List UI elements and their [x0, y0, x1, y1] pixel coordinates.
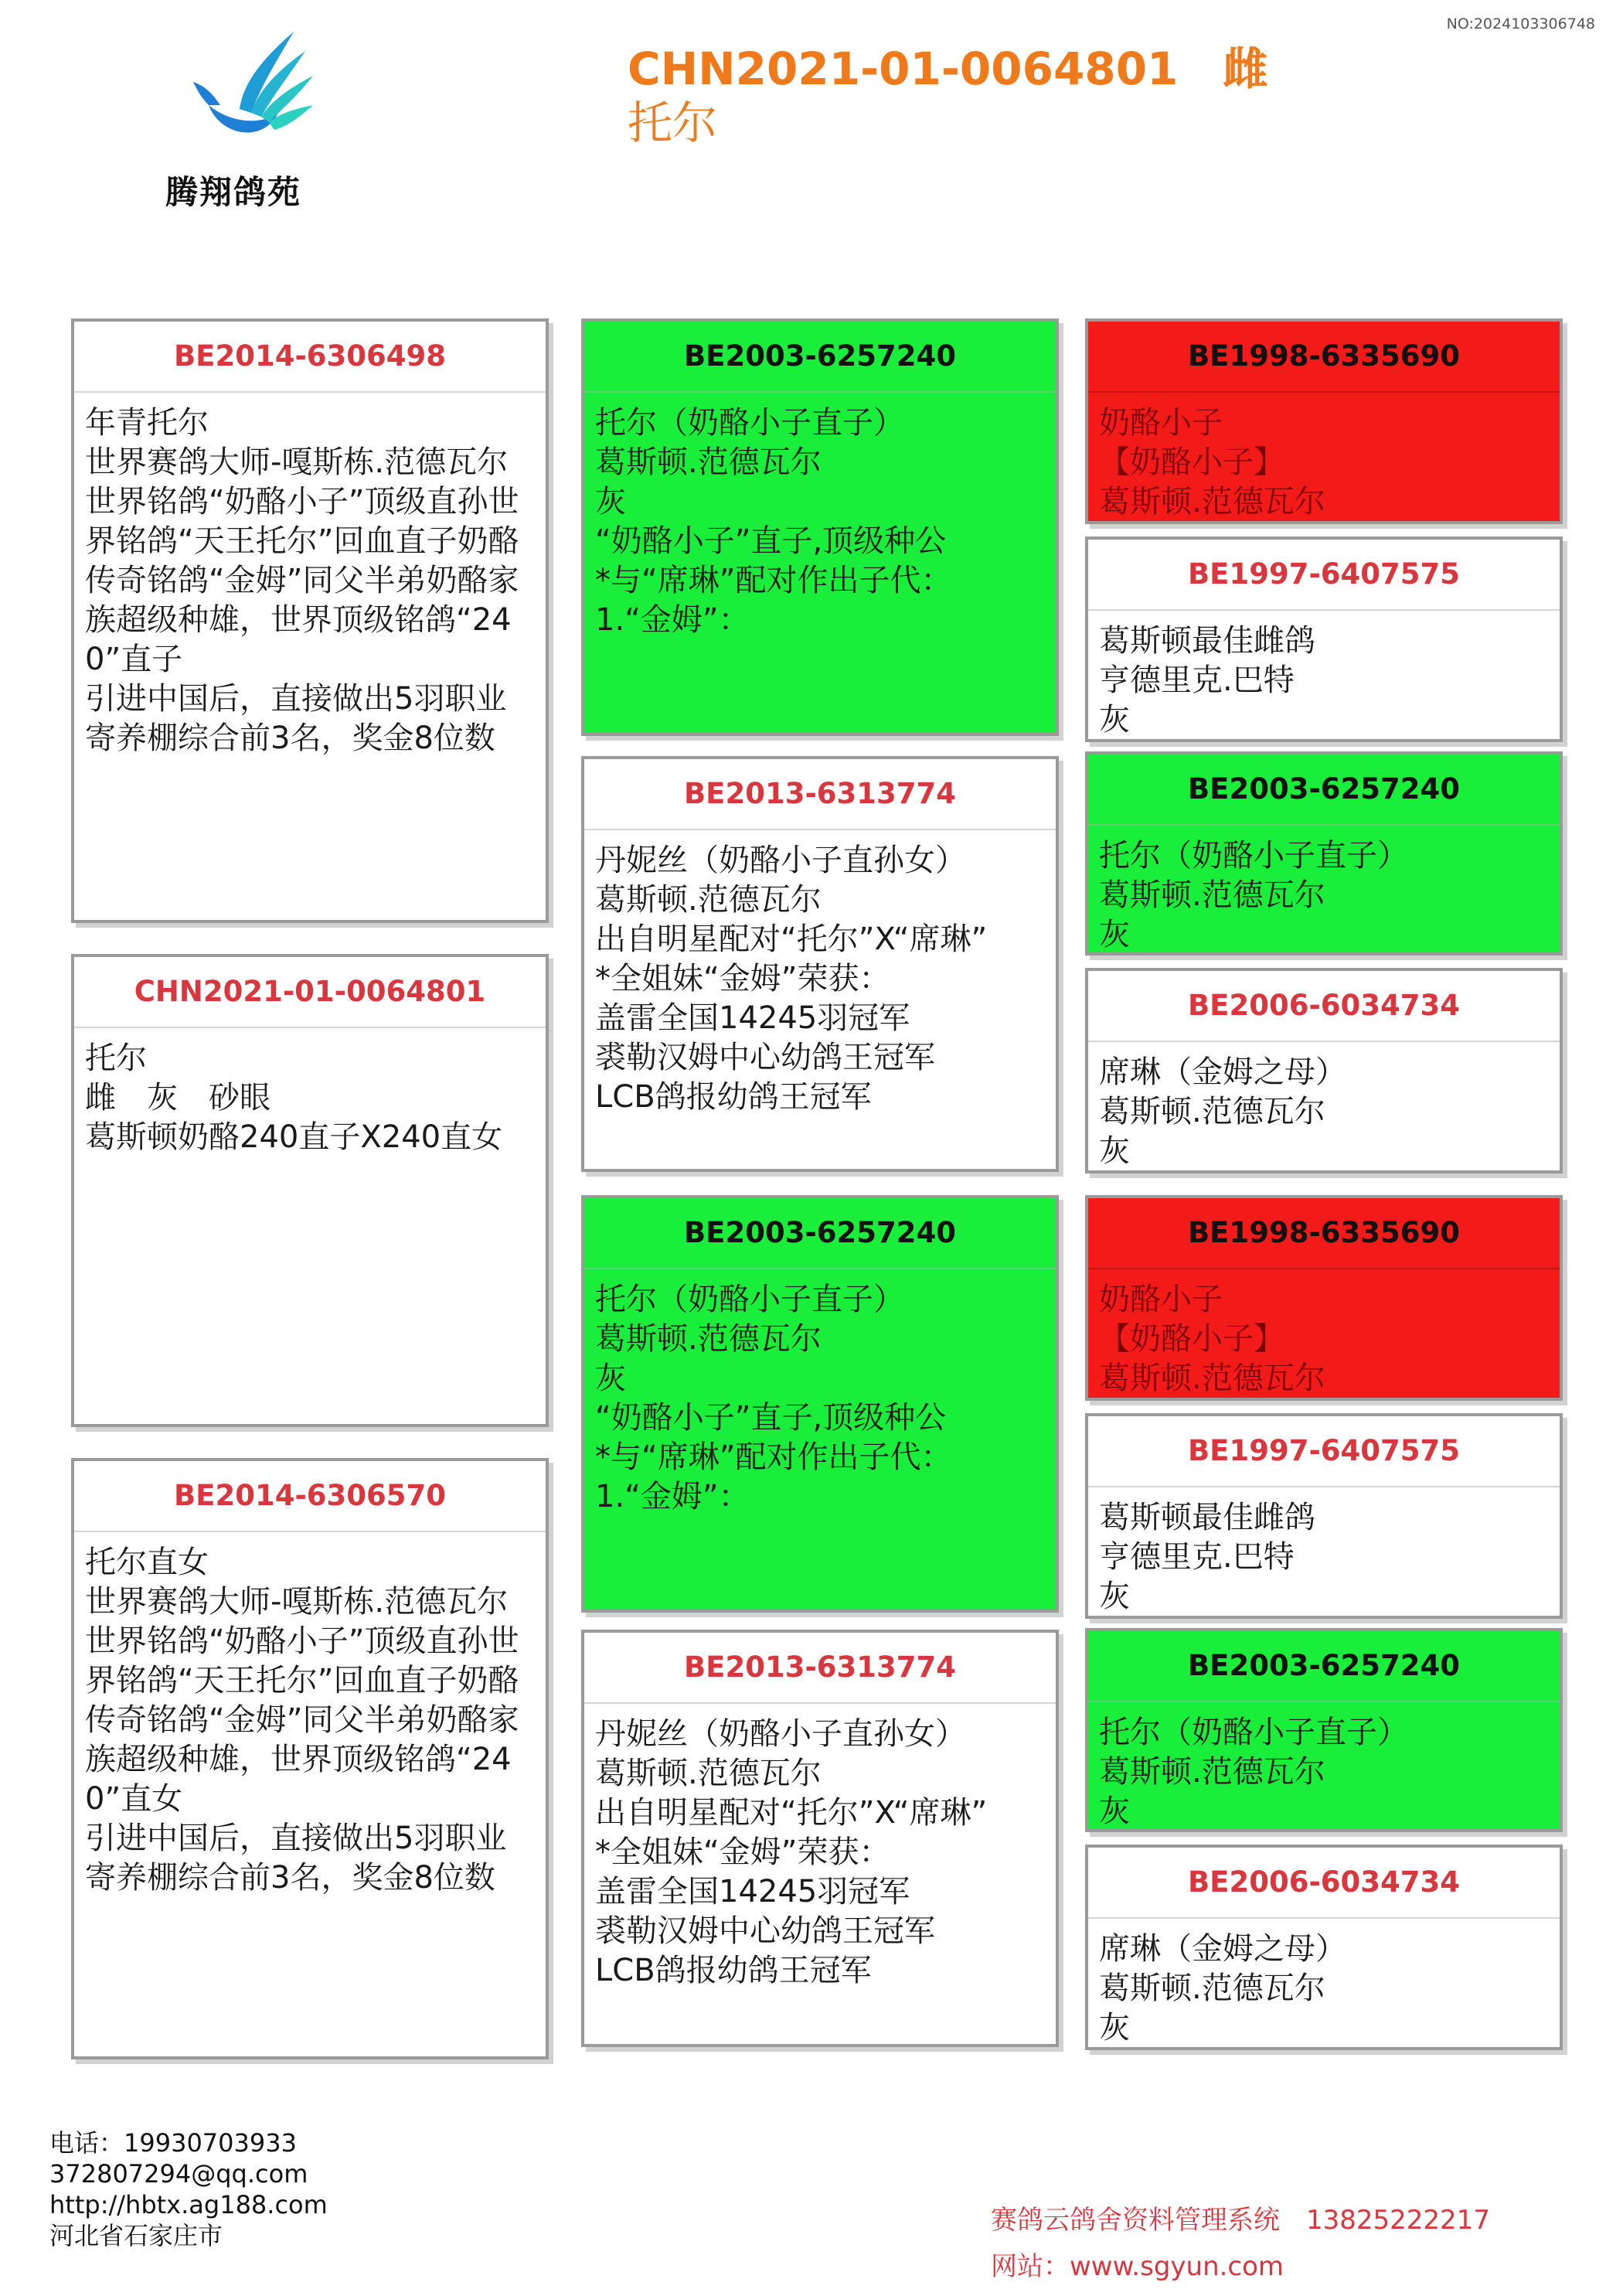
- gen3-notes-2: 葛斯顿最佳雌鸽 亨德里克.巴特 灰: [1099, 623, 1315, 738]
- loft-logo: [155, 28, 340, 213]
- gen3-ring-7: BE2003-6257240: [1088, 1631, 1560, 1702]
- loft-name: 腾翔鸽苑: [165, 173, 302, 211]
- gen3-card-4: [1085, 968, 1563, 1174]
- gen3-card-8: [1085, 1845, 1563, 2050]
- grandsire-paternal-ring: BE2003-6257240: [584, 322, 1056, 393]
- gen3-notes-6: 葛斯顿最佳雌鸽 亨德里克.巴特 灰: [1099, 1500, 1315, 1614]
- grandsire-paternal-notes: 托尔（奶酪小子直子） 葛斯顿.范德瓦尔 灰 “奶酪小子”直子,顶级种公 *与“席琳”配对作出子代： 1.“金姆”：: [595, 405, 952, 638]
- grandsire-paternal-card: [581, 319, 1059, 736]
- gen3-card-2: [1085, 537, 1563, 742]
- contact-email: 372807294@qq.com: [49, 2159, 308, 2189]
- dam-card: [71, 1458, 549, 2059]
- gen3-notes-7: 托尔（奶酪小子直子） 葛斯顿.范德瓦尔 灰: [1099, 1715, 1408, 1829]
- gen3-notes-1: 奶酪小子 【奶酪小子】 葛斯顿.范德瓦尔: [1099, 405, 1325, 519]
- sire-notes: 年青托尔 世界赛鸽大师-嘎斯栋.范德瓦尔 世界铭鸽“奶酪小子”顶级直孙世界铭鸽“天王托尔”回血直子奶酪传奇铭鸽“金姆”同父半弟奶酪家族超级种雄，世界顶级铭鸽“240”直子 引进中国后，直接做出5羽职业寄养棚综合前3名，奖金8位数: [85, 405, 519, 756]
- gen3-card-7: [1085, 1628, 1563, 1832]
- grandsire-maternal-notes: 托尔（奶酪小子直子） 葛斯顿.范德瓦尔 灰 “奶酪小子”直子,顶级种公 *与“席琳”配对作出子代： 1.“金姆”：: [595, 1282, 952, 1514]
- subject-ring: CHN2021-01-0064801: [74, 957, 546, 1028]
- gen3-notes-4: 席琳（金姆之母） 葛斯顿.范德瓦尔 灰: [1099, 1054, 1346, 1169]
- gen3-ring-5: BE1998-6335690: [1088, 1198, 1560, 1269]
- granddam-paternal-notes: 丹妮丝（奶酪小子直孙女） 葛斯顿.范德瓦尔 出自明星配对“托尔”X“席琳” *全姐妹“金姆”荣获： 盖雷全国14245羽冠军 裘勒汉姆中心幼鸽王冠军 LCB鸽报幼鸽王冠军: [595, 843, 988, 1115]
- sire-card: [71, 319, 549, 923]
- contact-url[interactable]: http://hbtx.ag188.com: [49, 2190, 328, 2219]
- contact-location: 河北省石家庄市: [49, 2221, 223, 2250]
- contact-info: [49, 2127, 328, 2251]
- gen3-notes-5: 奶酪小子 【奶酪小子】 葛斯顿.范德瓦尔: [1099, 1282, 1325, 1396]
- pigeon-ring-title: CHN2021-01-0064801 雌: [628, 43, 1268, 95]
- gen3-card-3: [1085, 751, 1563, 956]
- granddam-maternal-notes: 丹妮丝（奶酪小子直孙女） 葛斯顿.范德瓦尔 出自明星配对“托尔”X“席琳” *全姐妹“金姆”荣获： 盖雷全国14245羽冠军 裘勒汉姆中心幼鸽王冠军 LCB鸽报幼鸽王冠军: [595, 1716, 988, 1988]
- system-info: [991, 2197, 1490, 2290]
- granddam-maternal-card: [581, 1630, 1059, 2047]
- pigeon-name-title: 托尔: [628, 97, 718, 149]
- gen3-card-6: [1085, 1413, 1563, 1619]
- grandsire-maternal-card: [581, 1195, 1059, 1613]
- gen3-ring-3: BE2003-6257240: [1088, 755, 1560, 826]
- gen3-ring-1: BE1998-6335690: [1088, 322, 1560, 393]
- subject-notes: 托尔 雌 灰 砂眼 葛斯顿奶酪240直子X240直女: [85, 1041, 503, 1155]
- gen3-notes-3: 托尔（奶酪小子直子） 葛斯顿.范德瓦尔 灰: [1099, 838, 1408, 952]
- dove-wing-logo-icon: [178, 28, 317, 159]
- gen3-card-1: [1085, 319, 1563, 524]
- subject-card: [71, 954, 549, 1427]
- contact-phone: 电话：19930703933: [49, 2128, 297, 2158]
- gen3-ring-8: BE2006-6034734: [1088, 1848, 1560, 1919]
- granddam-paternal-card: [581, 756, 1059, 1172]
- system-name: 赛鸽云鸽舍资料管理系统 13825222217: [991, 2205, 1490, 2236]
- granddam-paternal-ring: BE2013-6313774: [584, 759, 1056, 830]
- document-number: NO:2024103306748: [1446, 15, 1595, 32]
- gen3-ring-2: BE1997-6407575: [1088, 540, 1560, 611]
- sire-ring: BE2014-6306498: [74, 322, 546, 393]
- gen3-ring-6: BE1997-6407575: [1088, 1416, 1560, 1487]
- gen3-notes-8: 席琳（金姆之母） 葛斯顿.范德瓦尔 灰: [1099, 1931, 1346, 2046]
- dam-ring: BE2014-6306570: [74, 1461, 546, 1532]
- system-website[interactable]: 网站：www.sgyun.com: [991, 2251, 1284, 2282]
- grandsire-maternal-ring: BE2003-6257240: [584, 1198, 1056, 1269]
- dam-notes: 托尔直女 世界赛鸽大师-嘎斯栋.范德瓦尔 世界铭鸽“奶酪小子”顶级直孙世界铭鸽“天王托尔”回血直子奶酪传奇铭鸽“金姆”同父半弟奶酪家族超级种雄，世界顶级铭鸽“240”直女 引进中国后，直接做出5羽职业寄养棚综合前3名，奖金8位数: [85, 1545, 519, 1896]
- granddam-maternal-ring: BE2013-6313774: [584, 1633, 1056, 1704]
- gen3-card-5: [1085, 1195, 1563, 1401]
- gen3-ring-4: BE2006-6034734: [1088, 971, 1560, 1042]
